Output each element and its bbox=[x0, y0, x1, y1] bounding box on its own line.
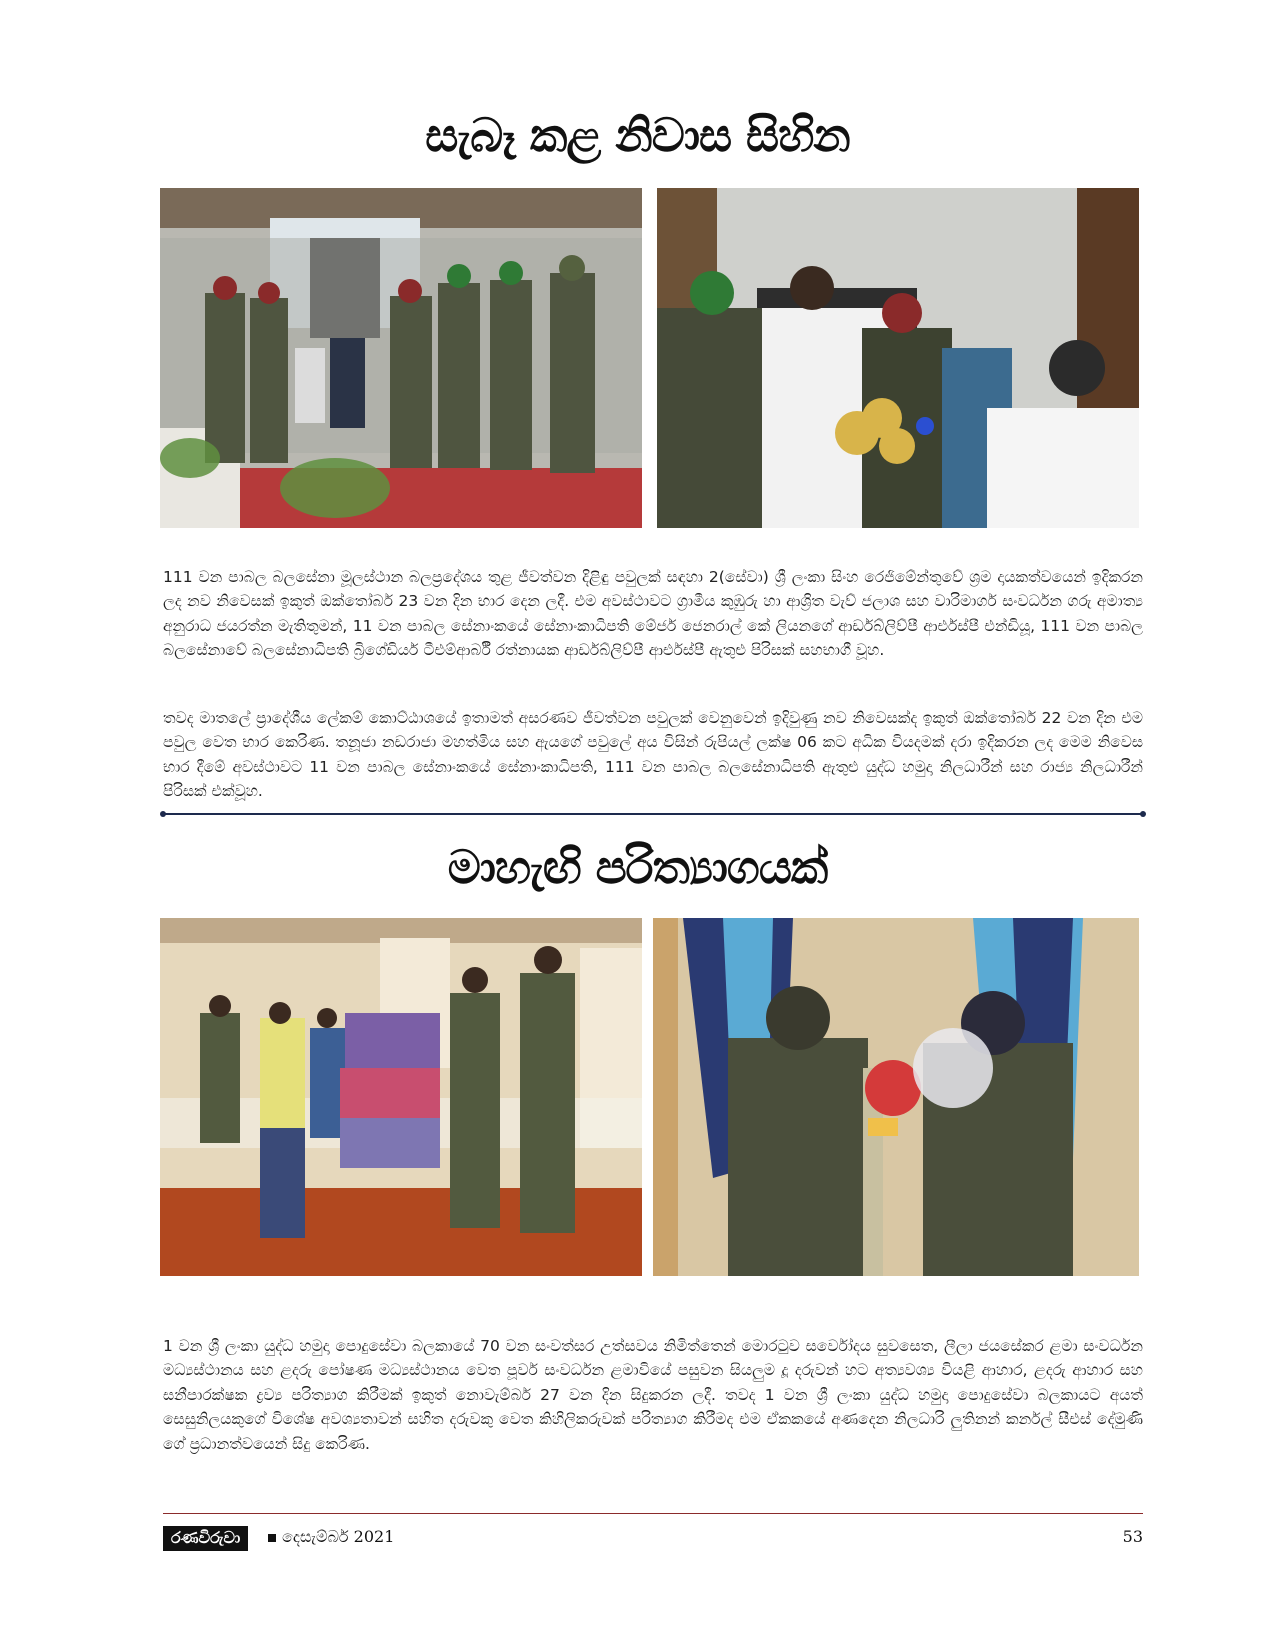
section1-paragraph-2: තවද මාතලේ ප්‍රාදේශීය ලේකම් කොට්ඨාශයේ ඉතාමත් අසරණව ජීවත්වන පවුලක් වෙනුවෙන් ඉදිවුණු නව නිවෙසක්ද ඉකුත් ඔක්තෝබර් 22 වන දින එම පවුල වෙත භාර කෙරිණ. තනූජා නඩරාජා මහත්මිය සහ ඇයගේ පවුලේ අය විසින් රුපියල් ලක්ෂ 06 කට අධික වියදමක් දරා ඉදිකරන ලද මෙම නිවෙස භාර දීමේ අවස්ථාවට 11 වන පාබල සේනාංකයේ සේනාංකාධිපති, 111 වන පාබල බලසේනාධිපති ඇතුළු යුද්ධ හමුදා නිලධාරීන් සහ රාජ්‍ය නිලධාරීන් පිරිසක් එක්වූහ. bbox=[163, 708, 1143, 800]
footer-rule bbox=[163, 1513, 1143, 1514]
bullet-square-icon bbox=[268, 1534, 276, 1542]
photo-house-handover-group bbox=[160, 188, 642, 528]
photo-mace-presentation bbox=[653, 918, 1139, 1276]
issue-date bbox=[268, 1527, 394, 1547]
section2-title: මාහැඟි පරිත්‍යාගයක් bbox=[447, 840, 828, 894]
section1-paragraph-1: 111 වන පාබල බලසේනා මූලස්ථාන බලප්‍රදේශය තුළ ජීවත්වන දිළිඳු පවුලක් සඳහා 2(සේවා) ශ්‍රී ලංකා සිංහ රෙජිමේන්තුවේ ශ්‍රම දායකත්වයෙන් ඉදිකරන ලද නව නිවෙසක් ඉකුත් ඔක්තෝබර් 23 වන දින භාර දෙන ලදී. එම අවස්ථාවට ග්‍රාමීය කුඹුරු හා ආශ්‍රිත වැව් ජලාශ සහ වාරිමාර්ග සංවර්ධන ගරු අමාත්‍ය අනුරාධ ජයරත්න මැතිතුමන්, 11 වන පාබල සේනාංකයේ සේනාංකාධිපති මේජර් ජෙනරාල් කේ ලියනගේ ආර්ඩබ්ලිව්පී ආර්එස්පී එන්ඩියූ, 111 වන පාබල බලසේනාවේ බලසේනාධිපති බ්‍රිගේඩියර් ටීඑම්ආර්බී රත්නායක ආර්ඩබ්ලිව්පී ආර්එස්පී ඇතුළු පිරිසක් සහභාගී වූහ. bbox=[163, 567, 1143, 659]
magazine-brand: රණවිරුවා bbox=[163, 1526, 248, 1551]
page-number: 53 bbox=[1122, 1527, 1143, 1546]
section2-paragraph-1: 1 වන ශ්‍රී ලංකා යුද්ධ හමුදා පොදුසේවා බලකායේ 70 වන සංවත්සර උත්සවය නිමිත්තෙන් මොරටුව සර්වෝදය සුවසෙත, ලීලා ජයසේකර ළමා සංවර්ධන මධ්‍යස්ථානය සහ ළදරු පෝෂණ මධ්‍යස්ථානය වෙත පූර්ව සංවර්ධන ළමාවියේ පසුවන සියලුම දූ දරුවන් හට අත්‍යවශ්‍ය වියළි ආහාර, ළදරු ආහාර සහ සනීපාරක්ෂක ද්‍රව්‍ය පරිත්‍යාග කිරීමක් ඉකුත් නොවැම්බර් 27 වන දින සිදුකරන ලදී. තවද 1 වන ශ්‍රී ලංකා යුද්ධ හමුදා පොදුසේවා බලකායට අයත් සෙසුනිලයකුගේ විශේෂ අවශ්‍යතාවන් සහිත දරුවකු වෙත කිහිලිකරුවක් පරිත්‍යාග කිරීමද එම ඒකකයේ අණදෙන නිලධාරි ලුතිනන් කර්නල් සීඑස් දේමුණි ගේ ප්‍රධානත්වයෙන් සිදු කෙරිණ. bbox=[163, 1336, 1144, 1453]
photo-donation-handover bbox=[160, 918, 642, 1276]
section-divider bbox=[163, 813, 1143, 815]
photo-key-handover bbox=[657, 188, 1139, 528]
issue-date-text: දෙසැම්බර් 2021 bbox=[282, 1527, 395, 1546]
section1-title: සැබෑ කළ නිවාස සිහින bbox=[425, 108, 850, 162]
